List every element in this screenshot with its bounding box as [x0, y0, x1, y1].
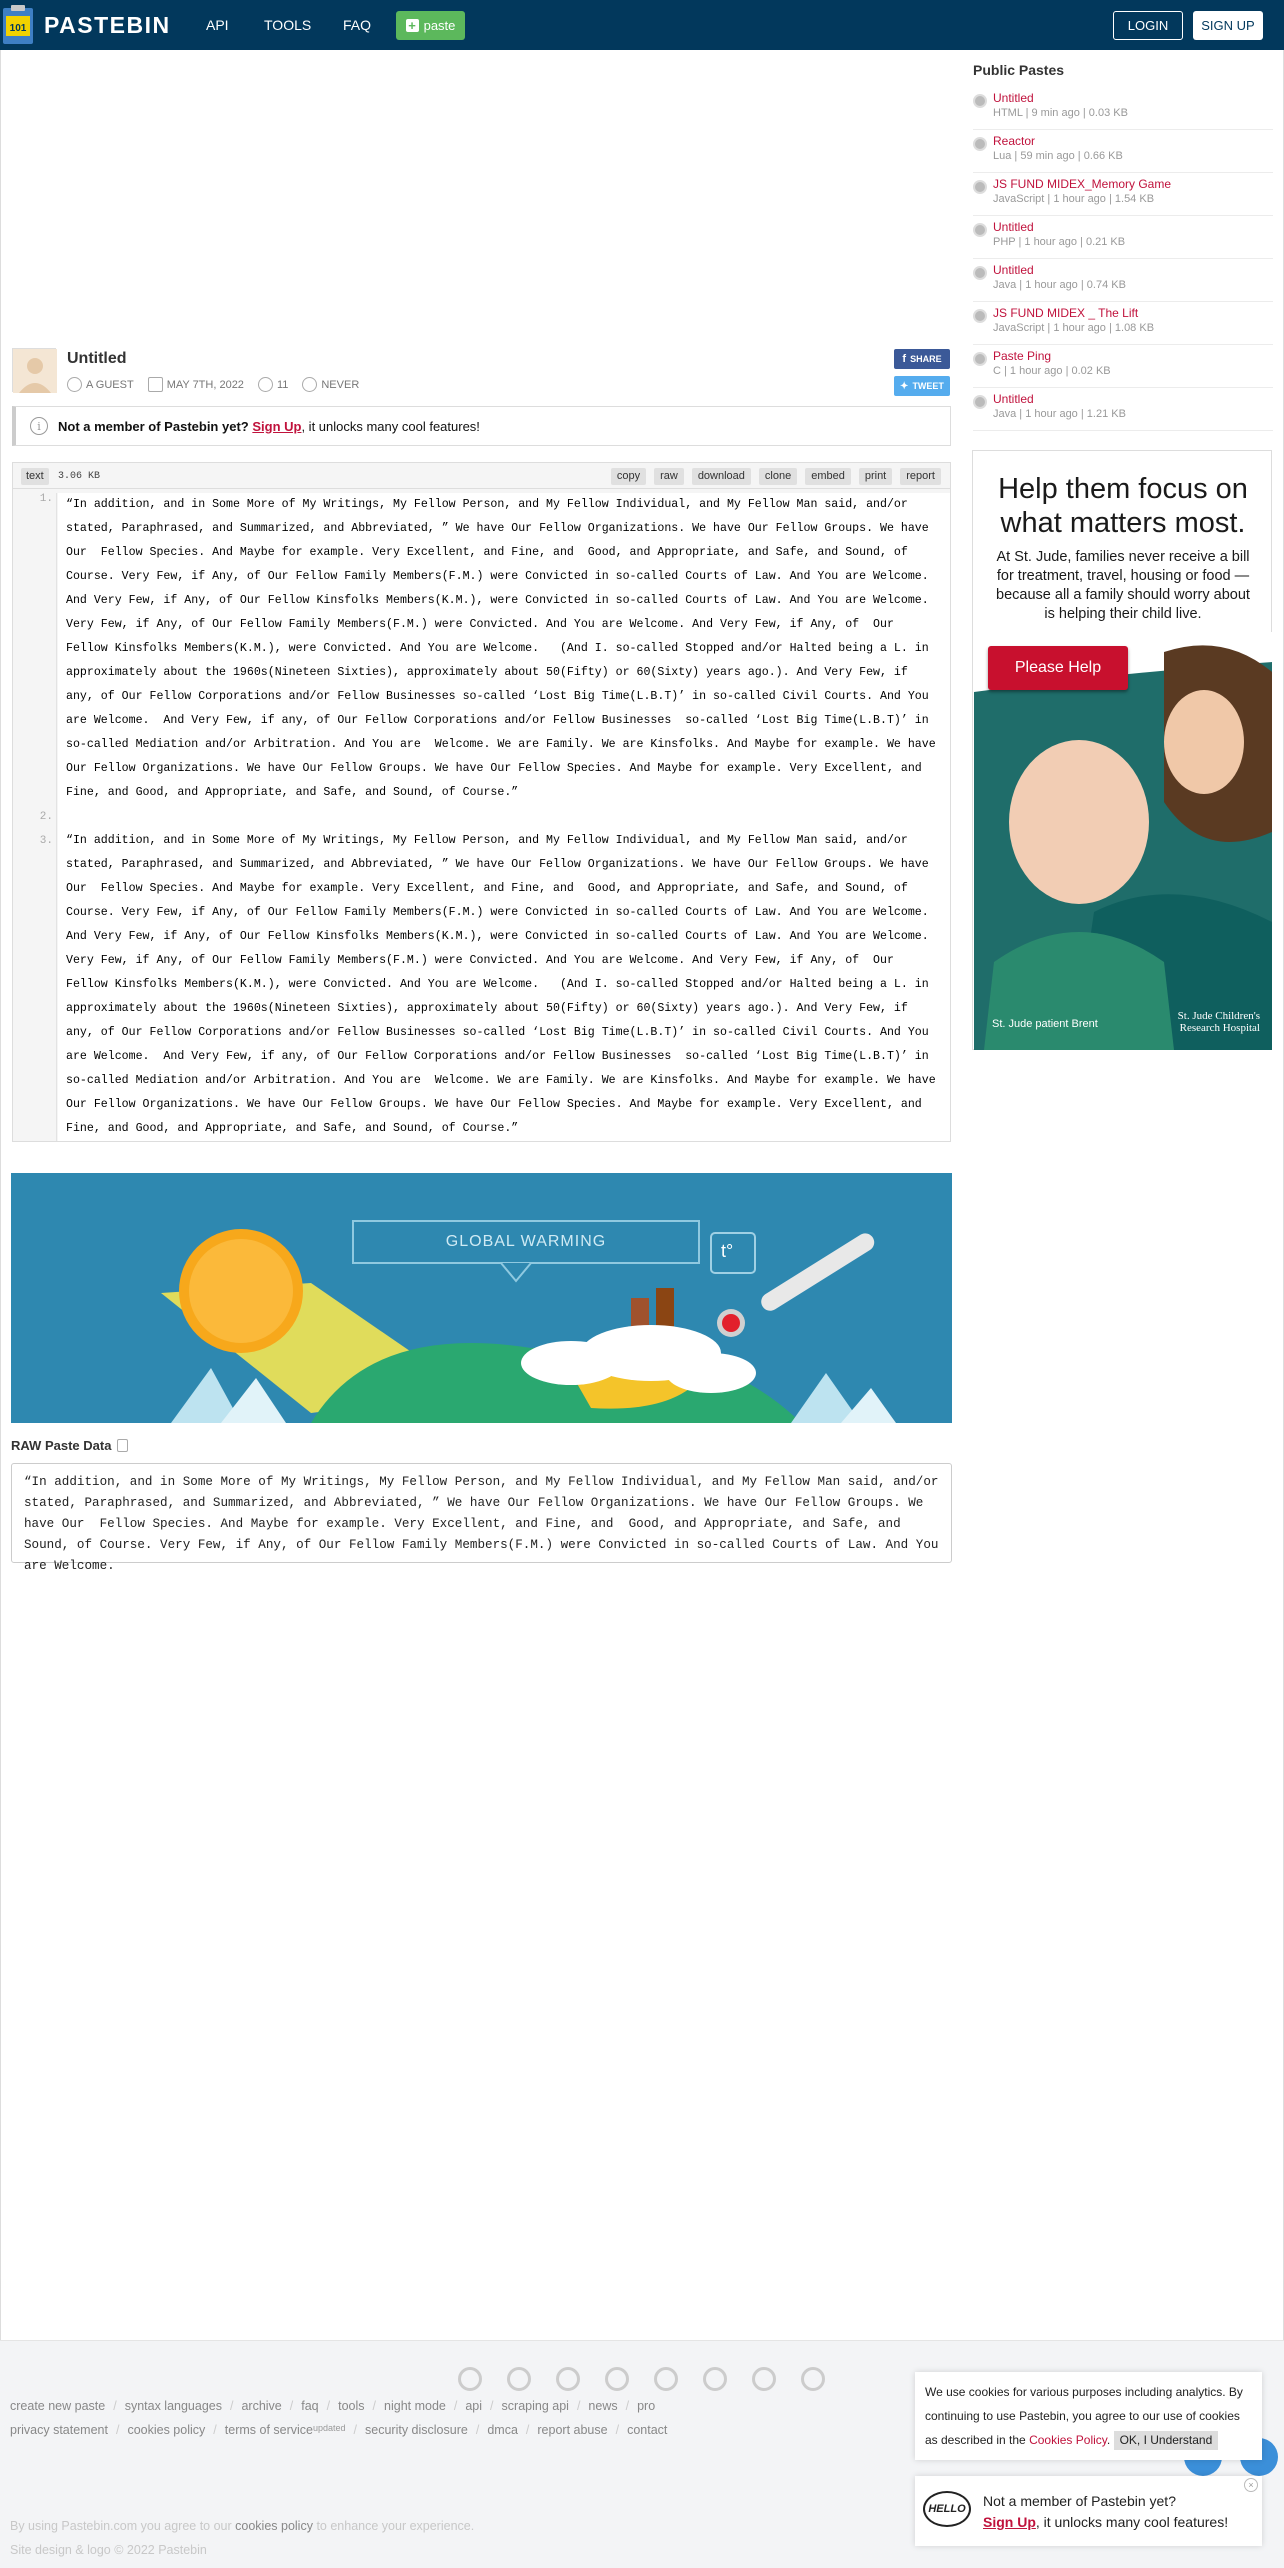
- public-paste-meta: PHP | 1 hour ago | 0.21 KB: [993, 236, 1126, 248]
- paste-views: 11: [276, 378, 289, 391]
- android-icon[interactable]: [654, 2367, 678, 2391]
- footer-link[interactable]: archive: [241, 2399, 282, 2413]
- globe-icon: [973, 180, 987, 194]
- print-button[interactable]: print: [859, 468, 892, 485]
- embed-button[interactable]: embed: [805, 468, 851, 485]
- login-button[interactable]: LOGIN: [1113, 11, 1183, 40]
- thermometer-label: t°: [721, 1241, 734, 1261]
- public-paste-name[interactable]: Untitled: [993, 91, 1034, 105]
- public-paste-name[interactable]: Untitled: [993, 220, 1034, 234]
- ad-headline: Help them focus on what matters most.: [998, 473, 1248, 539]
- public-paste-name[interactable]: JS FUND MIDEX _ The Lift: [993, 306, 1139, 320]
- globe-icon: [973, 395, 987, 409]
- macos-icon[interactable]: [703, 2367, 727, 2391]
- nav-tools[interactable]: TOOLS: [264, 17, 312, 33]
- raw-paste-textarea[interactable]: [11, 1463, 952, 1573]
- paste-expires: NEVER: [321, 378, 360, 391]
- footer-link[interactable]: pro: [637, 2399, 656, 2413]
- ad-logo-line2: Research Hospital: [1179, 1022, 1260, 1034]
- globe-icon: [973, 309, 987, 323]
- public-paste-item[interactable]: [973, 217, 1273, 259]
- line-number: 3.: [39, 835, 53, 847]
- public-pastes-title: Public Pastes: [973, 62, 1065, 78]
- public-paste-item[interactable]: [973, 131, 1273, 173]
- globe-icon: [973, 94, 987, 108]
- copyright: Site design & logo © 2022 Pastebin: [10, 2543, 207, 2557]
- globe-icon: [973, 223, 987, 237]
- close-icon[interactable]: ×: [1244, 2478, 1258, 2492]
- code-line: [39, 829, 950, 1141]
- plus-icon: +: [406, 19, 419, 32]
- please-help-button[interactable]: Please Help: [988, 646, 1128, 690]
- eye-icon: [258, 377, 273, 392]
- public-paste-meta: Java | 1 hour ago | 1.21 KB: [993, 408, 1126, 420]
- footer-link[interactable]: report abuse: [537, 2423, 608, 2437]
- svg-text:101: 101: [9, 23, 27, 34]
- logo-text: PASTEBIN: [44, 12, 171, 38]
- signup-popup: [915, 2476, 1262, 2546]
- public-paste-item[interactable]: [973, 88, 1273, 130]
- calendar-icon: [148, 377, 163, 392]
- popup-signup-link[interactable]: Sign Up: [983, 2514, 1036, 2530]
- guest-avatar-icon: [13, 349, 57, 393]
- download-button[interactable]: download: [692, 468, 751, 485]
- code-line-text: [58, 805, 950, 829]
- cookie-text: We use cookies for various purposes including analytics. By continuing to use Pastebin, you agree to our use of cookies as described in the: [925, 2385, 1243, 2447]
- code-line-text: “In addition, and in Some More of My Writings, My Fellow Person, and My Fellow Individual, and My Fellow Man said, and/or stated, Paraphrased, and Summarized, and Abbreviated, ” We have Our Fellow Organizations. We have Our Fellow Groups. We have Our Fellow Species. And Maybe for example. Very Excellent, and Fine, and Good, and Appropriate, and Safe, and Sound, of Course. Very Few, if Any, of Our Fellow Family Members(F.M.) were Convicted in so-called Courts of Law. And You are Welcome. And Very Few, if Any, of Our Fellow Kinsfolks Members(K.M.), were Convicted in so-called Courts of Law. And You are Welcome. Very Few, if Any, of Our Fellow Family Members(F.M.) were Convicted. And You are Welcome. And Very Few, if Any, of Our Fellow Kinsfolks Members(K.M.), were Convicted. And You are Welcome. (And I. so-called Stopped and/or Halted being a L. in approximately about the 1960s(Nineteen Sixties), approximately about 50(Fifty) or 60(Sixty) years ago.). And Very Few, if any, of Our Fellow Corporations and/or Fellow Businesses so-called ‘Lost Big Time(L.B.T)’ in so-called Civil Courts. And You are Welcome. And Very Few, if any, of Our Fellow Corporations and/or Fellow Businesses so-called ‘Lost Big Time(L.B.T)’ in so-called Mediation and/or Arbitration. And You are Welcome. We are Family. We are Kinsfolks. And Maybe for example. We have Our Fellow Organizations. We have Our Fellow Groups. We have Our Fellow Species. And Maybe for example. Very Excellent, and Fine, and Good, and Appropriate, and Safe, and Sound, of Course.”: [66, 834, 943, 1135]
- public-paste-meta: JavaScript | 1 hour ago | 1.08 KB: [993, 322, 1155, 334]
- globe-icon: [973, 352, 987, 366]
- global-warming-illustration: [11, 1173, 952, 1423]
- paste-author[interactable]: A GUEST: [86, 378, 134, 391]
- tos-updated-badge: updated: [312, 2423, 346, 2433]
- new-paste-label: paste: [423, 18, 456, 33]
- public-paste-meta: C | 1 hour ago | 0.02 KB: [993, 365, 1111, 377]
- copy-icon[interactable]: [117, 1439, 128, 1452]
- firefox-icon[interactable]: [507, 2367, 531, 2391]
- facebook-icon: f: [902, 353, 907, 365]
- pastebin-logo-icon: [2, 4, 34, 46]
- report-button[interactable]: report: [900, 468, 941, 485]
- footer-link[interactable]: create new paste: [10, 2399, 106, 2413]
- footer-link[interactable]: terms of service: [224, 2423, 313, 2437]
- public-paste-item[interactable]: [973, 174, 1273, 216]
- notice-signup-link[interactable]: Sign Up: [252, 418, 302, 434]
- globe-icon: [973, 266, 987, 280]
- paste-date: MAY 7TH, 2022: [166, 378, 244, 391]
- code-line: [39, 493, 950, 805]
- public-paste-meta: Java | 1 hour ago | 0.74 KB: [993, 279, 1126, 291]
- info-icon: i: [30, 417, 48, 435]
- public-paste-name[interactable]: Paste Ping: [993, 349, 1052, 363]
- twitter-icon: ✦: [900, 380, 909, 392]
- copy-button[interactable]: copy: [611, 468, 646, 485]
- footer-link[interactable]: faq: [301, 2399, 319, 2413]
- clock-icon: [302, 377, 317, 392]
- raw-paste-title: [11, 1438, 128, 1453]
- code-line-text: “In addition, and in Some More of My Writings, My Fellow Person, and My Fellow Individual, and My Fellow Man said, and/or stated, Paraphrased, and Summarized, and Abbreviated, ” We have Our Fellow Organizations. We have Our Fellow Groups. We have Our Fellow Species. And Maybe for example. Very Excellent, and Fine, and Good, and Appropriate, and Safe, and Sound, of Course. Very Few, if Any, of Our Fellow Family Members(F.M.) were Convicted in so-called Courts of Law. And You are Welcome. And Very Few, if Any, of Our Fellow Kinsfolks Members(K.M.), were Convicted in so-called Courts of Law. And You are Welcome. Very Few, if Any, of Our Fellow Family Members(F.M.) were Convicted. And You are Welcome. And Very Few, if Any, of Our Fellow Kinsfolks Members(K.M.), were Convicted. And You are Welcome. (And I. so-called Stopped and/or Halted being a L. in approximately about the 1960s(Nineteen Sixties), approximately about 50(Fifty) or 60(Sixty) years ago.). And Very Few, if any, of Our Fellow Corporations and/or Fellow Businesses so-called ‘Lost Big Time(L.B.T)’ in so-called Civil Courts. And You are Welcome. And Very Few, if any, of Our Fellow Corporations and/or Fellow Businesses so-called ‘Lost Big Time(L.B.T)’ in so-called Mediation and/or Arbitration. And You are Welcome. We are Family. We are Kinsfolks. And Maybe for example. We have Our Fellow Organizations. We have Our Fellow Groups. We have Our Fellow Species. And Maybe for example. Very Excellent, and Fine, and Good, and Appropriate, and Safe, and Sound, of Course.”: [66, 498, 943, 799]
- public-paste-meta: Lua | 59 min ago | 0.66 KB: [993, 150, 1123, 162]
- footer-link[interactable]: tools: [338, 2399, 365, 2413]
- footer-link[interactable]: api: [465, 2399, 483, 2413]
- nav-api[interactable]: API: [206, 17, 229, 33]
- public-paste-item[interactable]: [973, 303, 1273, 345]
- paste-title: Untitled: [67, 350, 127, 367]
- syntax-language-badge[interactable]: text: [21, 468, 49, 485]
- code-box: [12, 462, 951, 1142]
- footer-link[interactable]: contact: [627, 2423, 668, 2437]
- ios-icon[interactable]: [556, 2367, 580, 2391]
- notice-rest: , it unlocks many cool features!: [301, 418, 480, 434]
- top-bar: [0, 0, 1284, 50]
- paste-size: 3.06 KB: [58, 471, 101, 482]
- footer-link[interactable]: security disclosure: [365, 2423, 468, 2437]
- facebook-share-button[interactable]: [894, 349, 950, 369]
- ad-body: At St. Jude, families never receive a bill for treatment, travel, housing or food — because all a family should worry about is helping their child live.: [996, 549, 1250, 622]
- public-paste-meta: JavaScript | 1 hour ago | 1.54 KB: [993, 193, 1155, 205]
- public-paste-name[interactable]: Untitled: [993, 392, 1034, 406]
- app-icons: [458, 2367, 825, 2391]
- st-jude-ad[interactable]: [972, 450, 1272, 1050]
- public-paste-name[interactable]: Reactor: [993, 134, 1036, 148]
- globe-icon: [973, 137, 987, 151]
- linux-icon[interactable]: [801, 2367, 825, 2391]
- code-actions: [611, 468, 941, 485]
- raw-paste-text: “In addition, and in Some More of My Writings, My Fellow Person, and My Fellow Individual, and My Fellow Man said, and/or stated, Paraphrased, and Summarized, and Abbreviated, ” We have Our Fellow Organizations. We have Our Fellow Groups. We have Our Fellow Species. And Maybe for example. Very Excellent, and Fine, and Good, and Appropriate, and Safe, and Sound, of Course. Very Few, if Any, of Our Fellow Family Members(F.M.) were Convicted in so-called Courts of Law. And You are Welcome.: [24, 1475, 947, 1573]
- footer-link[interactable]: news: [588, 2399, 618, 2413]
- nav-faq[interactable]: FAQ: [343, 17, 372, 33]
- footer-link[interactable]: night mode: [384, 2399, 446, 2413]
- ad-logo-line1: St. Jude Children's: [1177, 1010, 1260, 1022]
- global-warming-banner[interactable]: [11, 1173, 952, 1423]
- ad-caption: St. Jude patient Brent: [992, 1018, 1098, 1030]
- public-paste-name[interactable]: JS FUND MIDEX_Memory Game: [993, 177, 1172, 191]
- public-paste-item[interactable]: [973, 346, 1273, 388]
- public-paste-meta: HTML | 9 min ago | 0.03 KB: [993, 107, 1128, 119]
- banner-label: GLOBAL WARMING: [445, 1233, 607, 1250]
- ad-photo: [974, 632, 1272, 1050]
- footer-link[interactable]: scraping api: [501, 2399, 569, 2413]
- raw-button[interactable]: raw: [654, 468, 684, 485]
- chrome-icon[interactable]: [458, 2367, 482, 2391]
- footer-link[interactable]: cookies policy: [127, 2423, 206, 2437]
- footer-link[interactable]: privacy statement: [10, 2423, 108, 2437]
- code-body: [13, 493, 950, 1141]
- tweet-button[interactable]: [894, 376, 950, 396]
- code-line: [39, 805, 950, 829]
- clone-button[interactable]: clone: [759, 468, 797, 485]
- line-number: 2.: [39, 811, 53, 823]
- share-label: SHARE: [910, 354, 942, 364]
- notice-lead: Not a member of Pastebin yet?: [58, 418, 249, 434]
- tweet-label: TWEET: [912, 381, 944, 391]
- signup-button[interactable]: SIGN UP: [1193, 11, 1263, 40]
- cookie-ok-button[interactable]: OK, I Understand: [1114, 2431, 1219, 2450]
- user-icon: [67, 377, 82, 392]
- raw-paste-heading: RAW Paste Data: [11, 1438, 112, 1453]
- footer-links-primary: create new paste / syntax languages / archive / faq / tools / night mode / api / scraping api / news / pro: [10, 2399, 656, 2413]
- public-paste-item[interactable]: [973, 260, 1273, 302]
- public-paste-item[interactable]: [973, 389, 1273, 431]
- signup-notice: [12, 406, 951, 446]
- cookie-policy-link[interactable]: Cookies Policy: [1029, 2433, 1107, 2447]
- footer-link[interactable]: syntax languages: [124, 2399, 222, 2413]
- hello-badge-icon: HELLO: [923, 2491, 971, 2527]
- public-paste-name[interactable]: Untitled: [993, 263, 1034, 277]
- code-lines[interactable]: [39, 493, 950, 1141]
- cookie-consent: We use cookies for various purposes including analytics. By continuing to use Pastebin, you agree to our use of cookies as described in the Cookies Policy. OK, I Understand: [915, 2372, 1262, 2460]
- line-number: 1.: [39, 493, 53, 505]
- popup-line1: Not a member of Pastebin yet?: [983, 2493, 1176, 2509]
- cookie-note: By using Pastebin.com you agree to our cookies policy to enhance your experience.: [10, 2519, 475, 2533]
- opera-icon[interactable]: [752, 2367, 776, 2391]
- cookies-policy-link[interactable]: cookies policy: [235, 2519, 313, 2533]
- avatar: [12, 348, 56, 392]
- footer-links-secondary: privacy statement / cookies policy / terms of service updated / security disclosure / dmca / report abuse / contact: [10, 2423, 668, 2437]
- popup-rest: , it unlocks many cool features!: [1035, 2514, 1229, 2530]
- st-jude-logo: [1178, 1010, 1260, 1034]
- windows-icon[interactable]: [605, 2367, 629, 2391]
- sun-icon: [179, 1229, 303, 1353]
- paste-meta: [67, 377, 373, 392]
- code-toolbar: [13, 463, 950, 489]
- footer-link[interactable]: dmca: [487, 2423, 518, 2437]
- new-paste-button[interactable]: [396, 11, 465, 40]
